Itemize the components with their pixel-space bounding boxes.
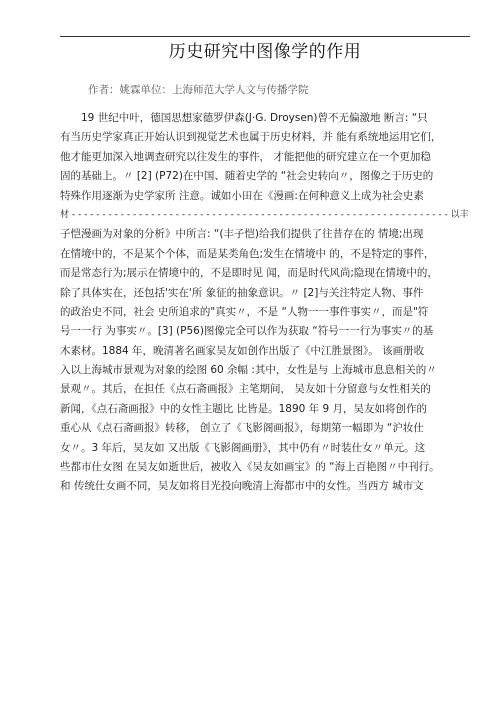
top-rule — [60, 36, 470, 37]
body-line: 有当历史学家真正开始认识到视觉艺术也属于历史材料，并 能有系统地运用它们， — [60, 131, 442, 144]
body-line: 入以上海城市景观为对象的绘图 60 余幅 :其中，女性是与 上海城市息息相关的〃 — [60, 364, 437, 377]
body-line: 些都市仕女图 在吴友如逝世后，被收入《吴友如画宝》的 “海上百艳图〃中刊行。 — [60, 461, 440, 474]
body-line: 而是常态行为;展示在情境中的，不是即时见 闻，而是时代风尚;隐现在情境中的， — [60, 267, 438, 280]
body-line: 重心从《点石斋画报》转移， 创立了《飞影阁画报》，每期第一幅即为 “沪妆仕 — [60, 422, 424, 435]
body-line: 固的基础上。〃 [2] (P72)在中国、随着史学的 “社会史转向〃，图像之于历史的 — [60, 170, 434, 183]
body-line: 子恺漫画为对象的分析》中所言: “(丰子恺)给我们提供了往昔存在的 情境;出现 — [60, 228, 424, 241]
body-line: 新闻，《点石斋画报》中的女性主题比 比皆是。1890 年 9 月，吴友如将创作的 — [60, 402, 428, 415]
body-line: 材 - - - - - - - - - - - - - - - - - - - - - - - - - - - - - - - - - - - - - - - - - - - - - - - - - - - - - - - - - - - - - - 以丰 — [60, 209, 469, 220]
body-line: 19 世纪中叶，德国思想家德罗伊森(J·G. Droysen)曾不无偏激地 断言: “只 — [81, 112, 428, 124]
body-line: 景观〃。其后，在担任《点石斋画报》主笔期间， 吴友如十分留意与女性相关的 — [60, 383, 431, 396]
body-line: 木素材。1884 年，晚清著名画家吴友如创作出版了《中江胜景图》。 该画册收 — [60, 344, 425, 357]
body-line: 的政治史不同，社会 史所追求的"真实〃，不是 “人物一一事件事实〃，而是"符 — [60, 305, 429, 318]
body-line: 在情境中的，不是某个个体，而是某类角色;发生在情境中 的，不是特定的事件， — [60, 247, 435, 260]
author-line: 作者：姚霖单位：上海师范大学人文与传播学院 — [88, 84, 309, 96]
article-title: 历史研究中图像学的作用 — [168, 42, 362, 62]
body-line: 和 传统仕女画不同，吴友如将目光投向晚清上海都市中的女性。当西方 城市文 — [60, 480, 424, 493]
body-line: 除了具体实在，还包括'实在'所 象征的抽象意识。〃 [2]与关注特定人物、事件 — [60, 286, 424, 299]
body-line: 特殊作用逐渐为史学家所 注意。诚如小田在《漫画:在何种意义上成为社会史素 — [60, 189, 424, 202]
article-body — [60, 109, 473, 497]
body-line: 他才能更加深入地调查研究以往发生的事件， 才能把他的研究建立在一个更加稳 — [60, 150, 431, 163]
body-line: 号一一行 为事实〃。[3] (P56)图像完全可以作为获取 “符号一一行为事实〃的基 — [60, 325, 434, 338]
body-line: 女〃。3 年后，吴友如 又出版《飞影阁画册》，其中仍有〃时装仕女〃单元。这 — [60, 441, 426, 454]
